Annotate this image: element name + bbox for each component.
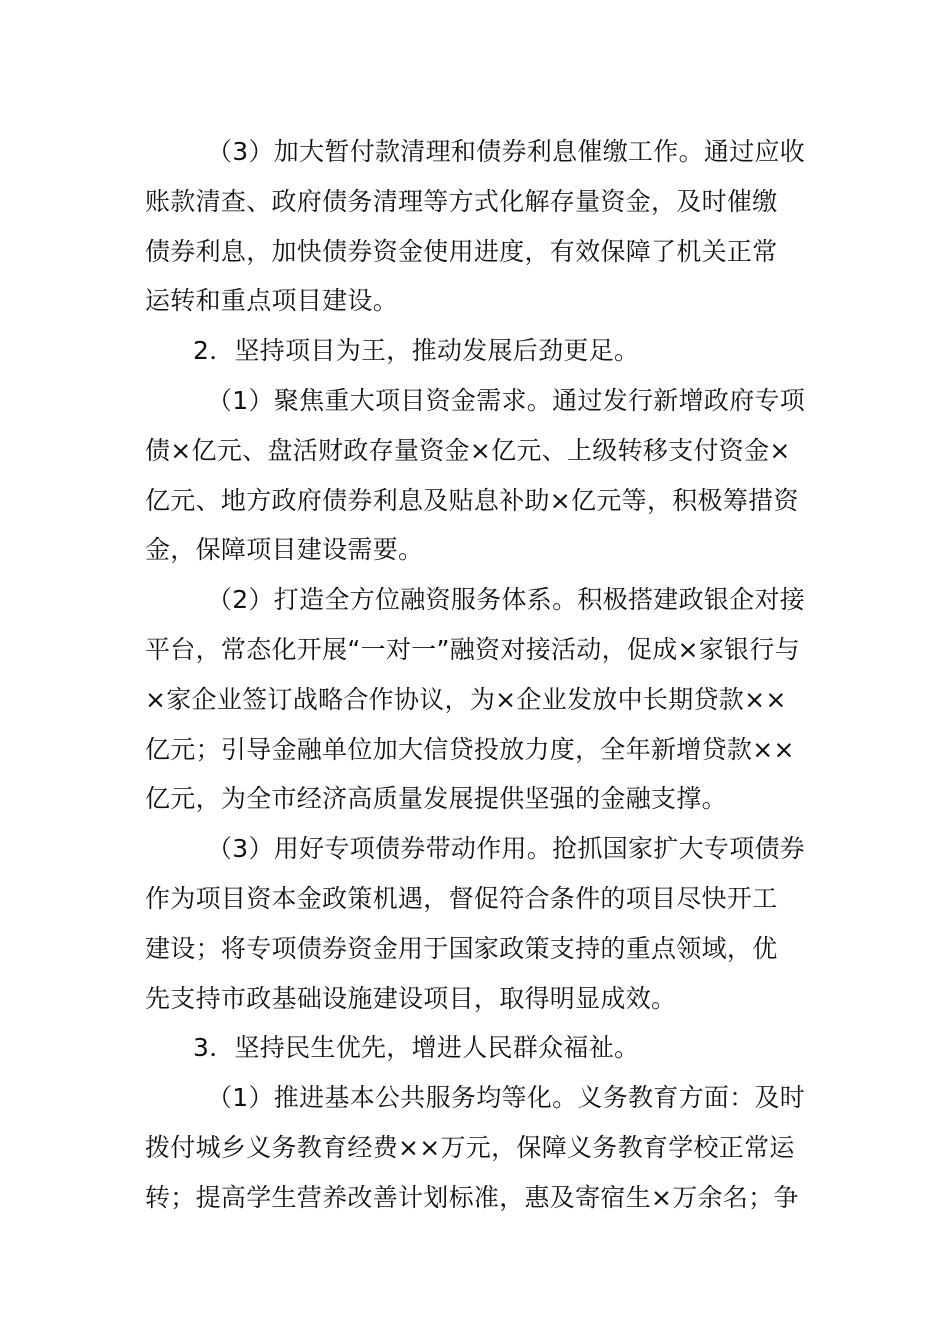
paragraph-line: 运转和重点项目建设。	[145, 286, 399, 315]
paragraph-line: （3）用好专项债券带动作用。抢抓国家扩大专项债券	[207, 834, 806, 863]
paragraph-line: （1）推进基本公共服务均等化。义务教育方面：及时	[207, 1083, 806, 1112]
paragraph-line: 金，保障项目建设需要。	[145, 535, 424, 564]
paragraph-line: （1）聚焦重大项目资金需求。通过发行新增政府专项	[207, 386, 806, 415]
paragraph-line: 平台，常态化开展“一对一”融资对接活动，促成×家银行与	[145, 635, 800, 664]
paragraph-line: 账款清查、政府债务清理等方式化解存量资金，及时催缴	[145, 187, 778, 216]
paragraph-line: 债×亿元、盘活财政存量资金×亿元、上级转移支付资金×	[145, 436, 791, 465]
section-heading: 3．坚持民生优先，增进人民群众福祉。	[193, 1033, 640, 1062]
paragraph-line: 亿元、地方政府债券利息及贴息补助×亿元等，积极筹措资	[145, 486, 799, 515]
section-heading: 2．坚持项目为王，推动发展后劲更足。	[193, 336, 640, 365]
paragraph-line: 亿元，为全市经济高质量发展提供坚强的金融支撑。	[145, 784, 727, 813]
paragraph-line: 拨付城乡义务教育经费××万元，保障义务教育学校正常运	[145, 1133, 795, 1162]
paragraph-line: ×家企业签订战略合作协议，为×企业发放中长期贷款××	[145, 685, 787, 714]
paragraph-line: 建设；将专项债券资金用于国家政策支持的重点领域，优	[145, 934, 778, 963]
paragraph-line: 债券利息，加快债券资金使用进度，有效保障了机关正常	[145, 237, 778, 266]
paragraph-line: （2）打造全方位融资服务体系。积极搭建政银企对接	[207, 585, 806, 614]
paragraph-line: 转；提高学生营养改善计划标准，惠及寄宿生×万余名；争	[145, 1183, 799, 1212]
paragraph-line: 先支持市政基础设施建设项目，取得明显成效。	[145, 984, 677, 1013]
paragraph-line: （3）加大暂付款清理和债券利息催缴工作。通过应收	[207, 137, 806, 166]
paragraph-line: 作为项目资本金政策机遇，督促符合条件的项目尽快开工	[145, 884, 778, 913]
paragraph-line: 亿元；引导金融单位加大信贷投放力度，全年新增贷款××	[145, 735, 795, 764]
